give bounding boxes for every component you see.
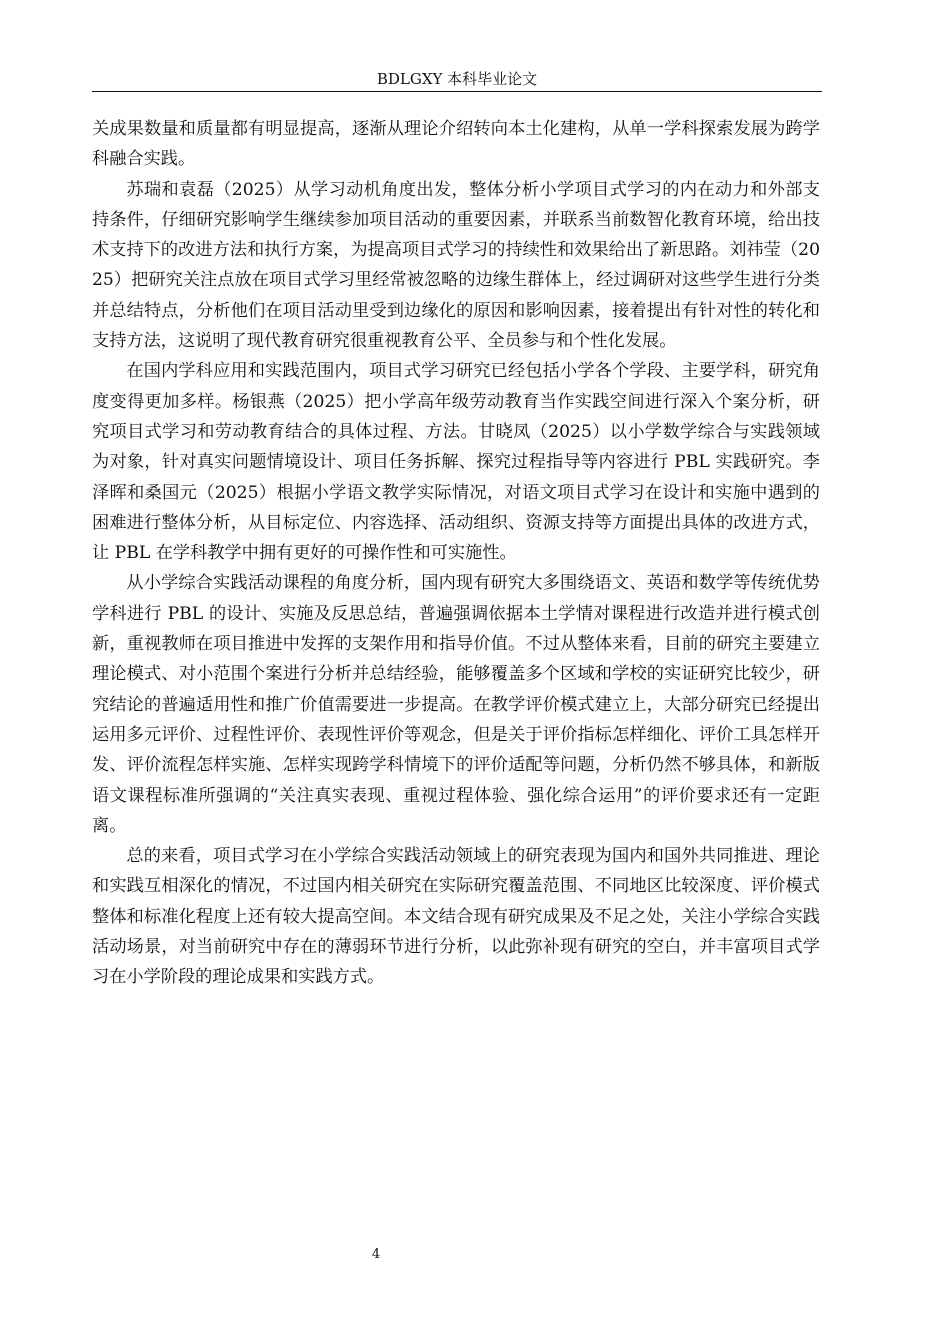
page-number: 4 — [371, 1247, 381, 1262]
paragraph: 总的来看，项目式学习在小学综合实践活动领域上的研究表现为国内和国外共同推进、理论和实践互相深化的情况，不过国内相关研究在实际研究覆盖范围、不同地区比较深度、评价模式整体和标准化程度上还有较大提高空间。本文结合现有研究成果及不足之处，关注小学综合实践活动场景，对当前研究中存在的薄弱环节进行分析，以此弥补现有研究的空白，并丰富项目式学习在小学阶段的理论成果和实践方式。 — [92, 846, 820, 988]
paragraph-continued: 关成果数量和质量都有明显提高，逐渐从理论介绍转向本土化建构，从单一学科探索发展为跨学科融合实践。 — [92, 119, 820, 170]
running-header: BDLGXY 本科毕业论文 — [376, 70, 538, 88]
header-rule — [92, 91, 822, 92]
paragraph: 苏瑞和袁磊（2025）从学习动机角度出发，整体分析小学项目式学习的内在动力和外部支持条件，仔细研究影响学生继续参加项目活动的重要因素，并联系当前数智化教育环境，给出技术支持下的改进方法和执行方案，为提高项目式学习的持续性和效果给出了新思路。刘祎莹（2025）把研究关注点放在项目式学习里经常被忽略的边缘生群体上，经过调研对这些学生进行分类并总结特点，分析他们在项目活动里受到边缘化的原因和影响因素，接着提出有针对性的转化和支持方法，这说明了现代教育研究很重视教育公平、全员参与和个性化发展。 — [92, 179, 820, 352]
paragraph: 在国内学科应用和实践范围内，项目式学习研究已经包括小学各个学段、主要学科，研究角度变得更加多样。杨银燕（2025）把小学高年级劳动教育当作实践空间进行深入个案分析，研究项目式学习和劳动教育结合的具体过程、方法。甘晓凤（2025）以小学数学综合与实践领域为对象，针对真实问题情境设计、项目任务拆解、探究过程指导等内容进行 PBL 实践研究。李泽晖和桑国元（2025）根据小学语文教学实际情况，对语文项目式学习在设计和实施中遇到的困难进行整体分析，从目标定位、内容选择、活动组织、资源支持等方面提出具体的改进方式，让 PBL 在学科教学中拥有更好的可操作性和可实施性。 — [92, 361, 820, 564]
paragraph: 从小学综合实践活动课程的角度分析，国内现有研究大多围绕语文、英语和数学等传统优势学科进行 PBL 的设计、实施及反思总结，普遍强调依据本土学情对课程进行改造并进行模式创新，重视教师在项目推进中发挥的支架作用和指导价值。不过从整体来看，目前的研究主要建立理论模式、对小范围个案进行分析并总结经验，能够覆盖多个区域和学校的实证研究比较少，研究结论的普遍适用性和推广价值需要进一步提高。在教学评价模式建立上，大部分研究已经提出运用多元评价、过程性评价、表现性评价等观念，但是关于评价指标怎样细化、评价工具怎样开发、评价流程怎样实施、怎样实现跨学科情境下的评价适配等问题，分析仍然不够具体，和新版语文课程标准所强调的“关注真实表现、重视过程体验、强化综合运用”的评价要求还有一定距离。 — [92, 573, 820, 836]
body-text — [92, 114, 820, 993]
